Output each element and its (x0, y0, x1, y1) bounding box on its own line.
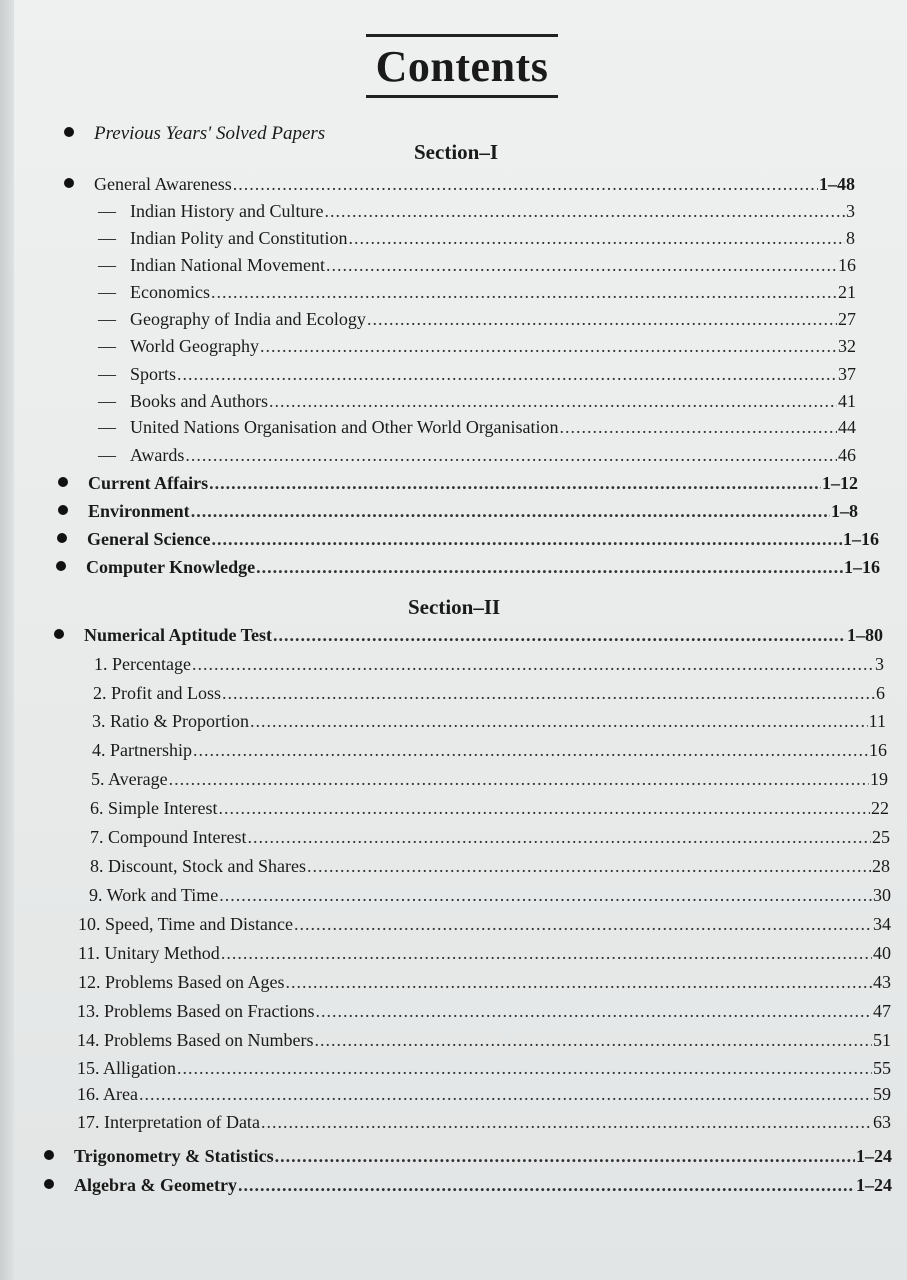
prev-papers-label: Previous Years' Solved Papers (94, 123, 326, 144)
leader-dots (256, 555, 843, 579)
toc-label: 7. Compound Interest (90, 827, 247, 847)
toc-entry-environment (58, 499, 858, 523)
toc-page-number: 46 (838, 445, 856, 465)
section-1-heading: Section–I (414, 140, 498, 164)
toc-label: 12. Problems Based on Ages (78, 972, 285, 992)
toc-page-number: 1–24 (856, 1175, 892, 1195)
toc-page-number: 34 (873, 914, 891, 934)
leader-dots (222, 681, 875, 705)
toc-label: 3. Ratio & Proportion (92, 711, 249, 731)
toc-label: Economics (130, 282, 210, 302)
bullet-icon (54, 629, 64, 639)
toc-entry (96, 226, 855, 250)
toc-label: World Geography (130, 336, 260, 356)
leader-dots (219, 883, 872, 907)
leader-dots (238, 1173, 855, 1197)
toc-label: Geography of India and Ecology (130, 309, 366, 329)
toc-label: General Awareness (94, 174, 232, 194)
leader-dots (211, 527, 842, 551)
toc-page-number: 6 (876, 683, 885, 703)
leader-dots (559, 415, 837, 439)
toc-page-number: 1–8 (831, 501, 858, 521)
toc-page-number: 40 (873, 943, 891, 963)
toc-page-number: 22 (871, 798, 889, 818)
leader-dots (349, 226, 845, 250)
leader-dots (177, 362, 837, 386)
bullet-icon (56, 561, 66, 571)
toc-label: 2. Profit and Loss (93, 683, 221, 703)
toc-page-number: 1–24 (856, 1146, 892, 1166)
leader-dots (273, 623, 846, 647)
leader-dots (233, 172, 818, 196)
bullet-icon (44, 1150, 54, 1160)
toc-entry (96, 415, 856, 439)
toc-label: Indian History and Culture (130, 201, 324, 221)
toc-page-number: 37 (838, 364, 856, 384)
leader-dots (286, 970, 873, 994)
leader-dots (221, 941, 872, 965)
dash-marker: — (98, 445, 116, 465)
toc-page-number: 1–12 (822, 473, 858, 493)
toc-label: 5. Average (91, 769, 168, 789)
toc-entry (94, 652, 884, 676)
leader-dots (192, 652, 874, 676)
toc-entry-algebra-geometry (44, 1173, 892, 1197)
toc-label: Awards (130, 445, 185, 465)
leader-dots (315, 999, 872, 1023)
leader-dots (326, 253, 837, 277)
leader-dots (191, 499, 830, 523)
toc-page-number: 43 (873, 972, 891, 992)
leader-dots (294, 912, 872, 936)
toc-entry (77, 999, 891, 1023)
toc-label: 9. Work and Time (89, 885, 219, 905)
toc-entry (96, 199, 855, 223)
leader-dots (169, 767, 869, 791)
toc-page-number: 3 (846, 201, 855, 221)
toc-page-number: 1–16 (844, 557, 880, 577)
toc-entry (96, 253, 856, 277)
leader-dots (307, 854, 871, 878)
bullet-icon (58, 477, 68, 487)
toc-entry (90, 825, 890, 849)
toc-label: 11. Unitary Method (78, 943, 220, 963)
toc-label: 8. Discount, Stock and Shares (90, 856, 306, 876)
leader-dots (275, 1144, 855, 1168)
toc-page-number: 30 (873, 885, 891, 905)
toc-page-number: 41 (838, 391, 856, 411)
toc-page-number: 47 (873, 1001, 891, 1021)
dash-marker: — (98, 364, 116, 384)
book-spine-shadow (0, 0, 14, 1280)
leader-dots (250, 709, 868, 733)
toc-page-number: 59 (873, 1084, 891, 1104)
toc-entry (96, 362, 856, 386)
toc-label: 10. Speed, Time and Distance (78, 914, 293, 934)
leader-dots (185, 443, 837, 467)
toc-entry (90, 796, 889, 820)
leader-dots (314, 1028, 872, 1052)
toc-label: 1. Percentage (94, 654, 191, 674)
toc-entry-numerical-aptitude (54, 623, 883, 647)
toc-page-number: 21 (838, 282, 856, 302)
prev-papers-entry (64, 122, 325, 146)
toc-label: 4. Partnership (92, 740, 192, 760)
toc-entry (78, 970, 891, 994)
toc-label: Indian National Movement (130, 255, 325, 275)
toc-entry-general-science (57, 527, 879, 551)
toc-entry-current-affairs (58, 471, 858, 495)
toc-label: 15. Alligation (77, 1058, 176, 1078)
section-2-heading: Section–II (408, 595, 501, 619)
toc-entry (96, 334, 856, 358)
toc-entry (77, 1082, 891, 1106)
page-title: Contents (375, 42, 549, 91)
toc-page-number: 11 (868, 711, 886, 731)
toc-entry (96, 280, 856, 304)
bullet-icon (64, 127, 74, 137)
leader-dots (261, 1110, 872, 1134)
toc-entry (91, 767, 888, 791)
leader-dots (367, 307, 837, 331)
leader-dots (209, 471, 821, 495)
dash-marker: — (98, 391, 116, 411)
toc-label: 6. Simple Interest (90, 798, 218, 818)
toc-page-number: 27 (838, 309, 856, 329)
dash-marker: — (98, 417, 116, 437)
toc-page-number: 63 (873, 1112, 891, 1132)
bullet-icon (58, 505, 68, 515)
toc-entry-trigonometry-statistics (44, 1144, 892, 1168)
toc-entry (93, 681, 885, 705)
toc-label: Computer Knowledge (86, 557, 256, 577)
toc-label: 13. Problems Based on Fractions (77, 1001, 315, 1021)
toc-entry (77, 1110, 891, 1134)
toc-label: United Nations Organisation and Other World Organisation (130, 417, 559, 437)
toc-page-number: 8 (846, 228, 855, 248)
toc-label: Numerical Aptitude Test (84, 625, 273, 645)
bullet-icon (57, 533, 67, 543)
toc-page-number: 25 (872, 827, 890, 847)
leader-dots (218, 796, 870, 820)
leader-dots (139, 1082, 872, 1106)
toc-page-number: 1–16 (843, 529, 879, 549)
toc-label: Indian Polity and Constitution (130, 228, 348, 248)
toc-page-number: 16 (838, 255, 856, 275)
toc-page-number: 19 (870, 769, 888, 789)
toc-entry (92, 709, 886, 733)
toc-page-number: 3 (875, 654, 884, 674)
toc-entry (90, 854, 890, 878)
leader-dots (260, 334, 837, 358)
toc-page-number: 28 (872, 856, 890, 876)
toc-page-number: 44 (838, 417, 856, 437)
toc-label: Environment (88, 501, 190, 521)
toc-page-number: 1–48 (819, 174, 855, 194)
toc-entry (92, 738, 887, 762)
dash-marker: — (98, 309, 116, 329)
toc-entry (89, 883, 891, 907)
toc-label: 14. Problems Based on Numbers (77, 1030, 314, 1050)
toc-entry-general-awareness (64, 172, 855, 196)
toc-entry (96, 389, 856, 413)
leader-dots (247, 825, 871, 849)
toc-label: Books and Authors (130, 391, 269, 411)
dash-marker: — (98, 201, 116, 221)
toc-label: 16. Area (77, 1084, 138, 1104)
toc-label: Current Affairs (88, 473, 209, 493)
toc-label: Trigonometry & Statistics (74, 1146, 274, 1166)
toc-page-number: 51 (873, 1030, 891, 1050)
toc-entry (96, 443, 856, 467)
bullet-icon (44, 1179, 54, 1189)
toc-entry (77, 1028, 891, 1052)
toc-page-number: 32 (838, 336, 856, 356)
leader-dots (193, 738, 868, 762)
page-title-frame (366, 34, 558, 98)
toc-label: Algebra & Geometry (74, 1175, 237, 1195)
bullet-icon (64, 178, 74, 188)
toc-entry (96, 307, 856, 331)
dash-marker: — (98, 255, 116, 275)
toc-page-number: 16 (869, 740, 887, 760)
toc-label: General Science (87, 529, 211, 549)
dash-marker: — (98, 228, 116, 248)
toc-page-number: 55 (873, 1058, 891, 1078)
toc-label: Sports (130, 364, 177, 384)
toc-entry-computer-knowledge (56, 555, 880, 579)
toc-entry (78, 941, 891, 965)
leader-dots (269, 389, 837, 413)
leader-dots (177, 1056, 872, 1080)
toc-page-number: 1–80 (847, 625, 883, 645)
leader-dots (324, 199, 845, 223)
toc-entry (78, 912, 891, 936)
dash-marker: — (98, 282, 116, 302)
dash-marker: — (98, 336, 116, 356)
toc-entry (77, 1056, 891, 1080)
toc-label: 17. Interpretation of Data (77, 1112, 260, 1132)
leader-dots (211, 280, 837, 304)
